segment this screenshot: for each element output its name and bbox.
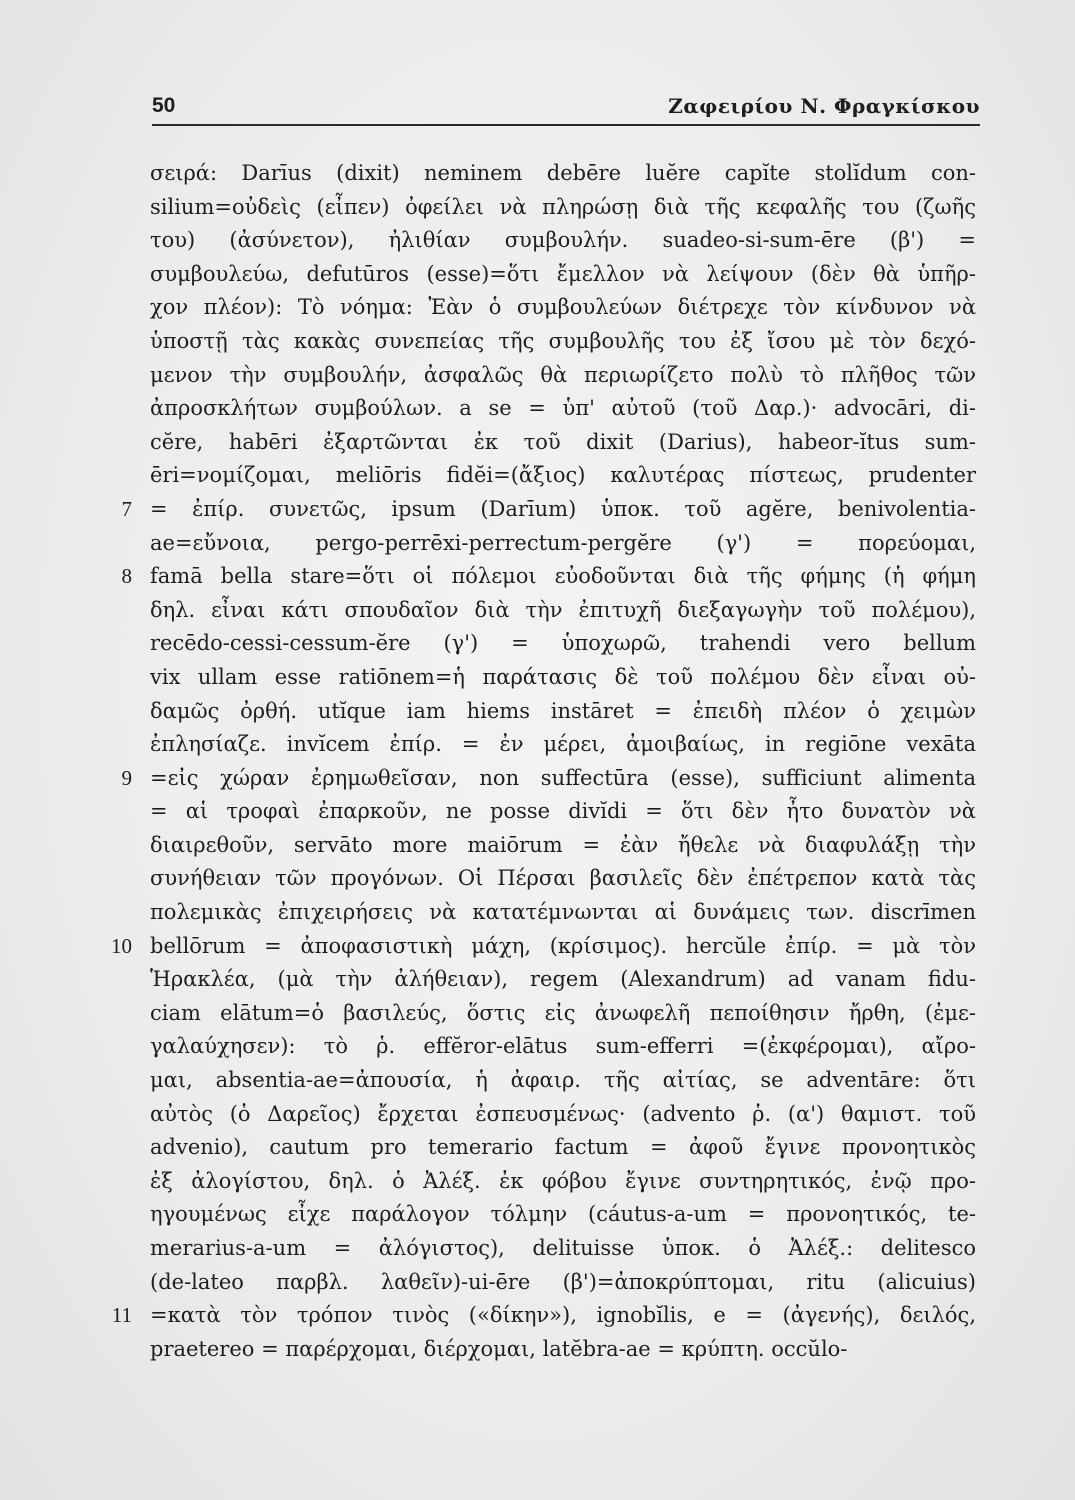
text-line: πολεμικὰς ἐπιχειρήσεις νὰ κατατέμνωνται αἱ δυνάμεις των. discrīmen bbox=[150, 900, 976, 925]
text-line: (de-lateo παρβλ. λαθεῖν)-ui-ēre (β')=ἀποκρύπτομαι, ritu (alicuius) bbox=[150, 1269, 976, 1294]
running-head: Ζαφειρίου Ν. Φραγκίσκου bbox=[668, 94, 980, 118]
text-line: ēri=νομίζομαι, meliōris fidĕi=(ἄξιος) καλυτέρας πίστεως, prudenter bbox=[150, 463, 976, 488]
text-line: =κατὰ τὸν τρόπον τινὸς («δίκην»), ignobĭlis, e = (ἀγενής), δειλός, bbox=[150, 1303, 976, 1328]
text-line: Ἡρακλέα, (μὰ τὴν ἀλήθειαν), regem (Alexandrum) ad vanam fidu- bbox=[150, 967, 976, 992]
text-line: merarius-a-um = ἀλόγιστος), delituisse ὑποκ. ὁ Ἀλέξ.: delitesco bbox=[150, 1236, 976, 1260]
text-line: praetereo = παρέρχομαι, διέρχομαι, latĕbra-ae = κρύπτη. occŭlo- bbox=[150, 1336, 848, 1361]
commentary-text bbox=[150, 157, 976, 1366]
margin-number: 9 bbox=[121, 765, 132, 790]
text-line: γαλαύχησεν): τὸ ῥ. effĕror-elātus sum-efferri =(ἐκφέρομαι), αἴρο- bbox=[150, 1034, 976, 1059]
text-line: = ἐπίρ. συνετῶς, ipsum (Darīum) ὑποκ. τοῦ agĕre, benivolentia- bbox=[150, 496, 976, 521]
page-header bbox=[152, 92, 980, 126]
text-line: σειρά: Darīus (dixit) neminem debēre luĕre capĭte stolĭdum con- bbox=[150, 161, 976, 185]
text-line: ὑποστῇ τὰς κακὰς συνεπείας τῆς συμβουλῆς του ἐξ ἴσου μὲ τὸν δεχό- bbox=[150, 328, 976, 353]
text-line: ciam elātum=ὁ βασιλεύς, ὅστις εἰς ἀνωφελῆ πεποίθησιν ἤρθη, (ἐμε- bbox=[150, 1000, 976, 1025]
text-line: recēdo-cessi-cessum-ĕre (γ') = ὑποχωρῶ, trahendi vero bellum bbox=[150, 631, 976, 656]
text-line: advenio), cautum pro temerario factum = ἀφοῦ ἔγινε προνοητικὸς bbox=[150, 1135, 976, 1160]
text-line: =εἰς χώραν ἐρημωθεῖσαν, non suffectūra (esse), sufficiunt alimenta bbox=[150, 765, 976, 790]
text-line: bellōrum = ἀποφασιστικὴ μάχη, (κρίσιμος). hercŭle ἐπίρ. = μὰ τὸν bbox=[150, 933, 976, 958]
text-line: μαι, absentia-ae=ἀπουσία, ἡ ἀφαιρ. τῆς αἰτίας, se adventāre: ὅτι bbox=[150, 1068, 976, 1093]
text-line: του) (ἀσύνετον), ἠλιθίαν συμβουλήν. suadeo-si-sum-ēre (β') = bbox=[150, 228, 976, 253]
margin-number: 7 bbox=[121, 497, 132, 521]
text-line: famā bella stare=ὅτι οἱ πόλεμοι εὐοδοῦνται διὰ τῆς φήμης (ἡ φήμη bbox=[150, 564, 976, 589]
text-line: silium=οὐδεὶς (εἶπεν) ὀφείλει νὰ πληρώσῃ διὰ τῆς κεφαλῆς του (ζωῆς bbox=[150, 194, 976, 219]
text-line: αὐτὸς (ὁ Δαρεῖος) ἔρχεται ἐσπευσμένως· (advento ῥ. (α') θαμιστ. τοῦ bbox=[150, 1101, 976, 1126]
header-rule bbox=[152, 124, 980, 126]
text-line: vix ullam esse ratiōnem=ἡ παράτασις δὲ τοῦ πολέμου δὲν εἶναι οὐ- bbox=[150, 664, 976, 689]
text-line: = αἱ τροφαὶ ἐπαρκοῦν, ne posse divĭdi = ὅτι δὲν ἦτο δυνατὸν νὰ bbox=[150, 799, 976, 824]
text-line: διαιρεθοῦν, servāto more maiōrum = ἐὰν ἤθελε νὰ διαφυλάξῃ τὴν bbox=[150, 832, 976, 857]
text-line: cĕre, habēri ἐξαρτῶνται ἐκ τοῦ dixit (Darius), habeor-ĭtus sum- bbox=[150, 429, 976, 454]
text-line: ἐξ ἀλογίστου, δηλ. ὁ Ἀλέξ. ἐκ φόβου ἔγινε συντηρητικός, ἐνῷ προ- bbox=[150, 1168, 976, 1193]
text-line: ηγουμένως εἶχε παράλογον τόλμην (cáutus-a-um = προνοητικός, te- bbox=[150, 1202, 976, 1227]
page-number: 50 bbox=[152, 94, 176, 117]
margin-number: 11 bbox=[111, 1303, 132, 1328]
text-line: συμβουλεύω, defutūros (esse)=ὅτι ἔμελλον νὰ λείψουν (δὲν θὰ ὑπῆρ- bbox=[150, 261, 976, 286]
margin-number: 8 bbox=[121, 564, 132, 589]
text-line: δηλ. εἶναι κάτι σπουδαῖον διὰ τὴν ἐπιτυχῆ διεξαγωγὴν τοῦ πολέμου), bbox=[150, 597, 976, 622]
text-line: ae=εὔνοια, pergo-perrēxi-perrectum-pergĕre (γ') = πορεύομαι, bbox=[150, 530, 976, 555]
margin-number: 10 bbox=[111, 933, 132, 958]
text-line: συνήθειαν τῶν προγόνων. Οἱ Πέρσαι βασιλεῖς δὲν ἐπέτρεπον κατὰ τὰς bbox=[150, 866, 976, 891]
text-line: δαμῶς ὀρθή. utĭque iam hiems instāret = ἐπειδὴ πλέον ὁ χειμὼν bbox=[150, 698, 976, 723]
text-line: ἀπροσκλήτων συμβούλων. a se = ὑπ' αὐτοῦ (τοῦ Δαρ.)· advocāri, di- bbox=[150, 396, 976, 421]
text-line: ἐπλησίαζε. invĭcem ἐπίρ. = ἐν μέρει, ἀμοιβαίως, in regiōne vexāta bbox=[150, 732, 976, 757]
text-line: μενον τὴν συμβουλήν, ἀσφαλῶς θὰ περιωρίζετο πολὺ τὸ πλῆθος τῶν bbox=[150, 362, 976, 387]
text-line: χον πλέον): Τὸ νόημα: Ἐὰν ὁ συμβουλεύων διέτρεχε τὸν κίνδυνον νὰ bbox=[150, 295, 976, 320]
